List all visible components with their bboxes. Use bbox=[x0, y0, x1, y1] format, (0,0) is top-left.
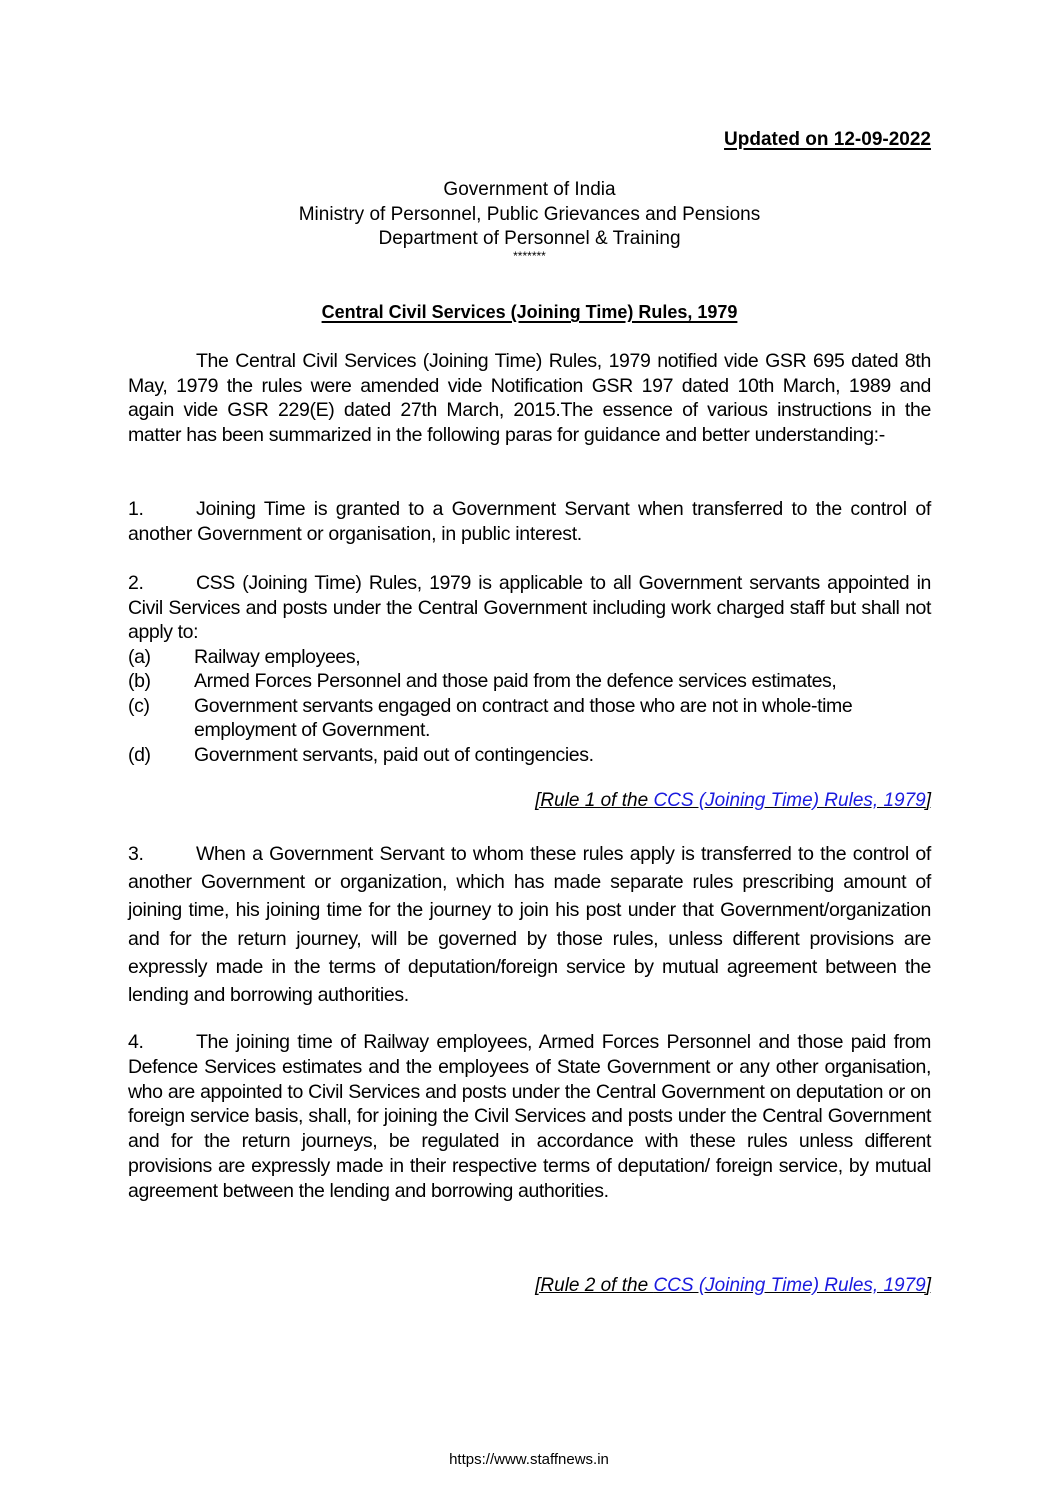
updated-date: Updated on 12-09-2022 bbox=[724, 129, 931, 150]
item-text: Government servants engaged on contract and those who are not in whole-time employment of Government. bbox=[194, 694, 853, 741]
document-title: Central Civil Services (Joining Time) Rules, 1979 bbox=[321, 302, 738, 322]
list-item bbox=[128, 669, 931, 694]
paragraph-number: 4. bbox=[128, 1031, 144, 1053]
intro-paragraph bbox=[128, 349, 931, 447]
item-label: (c) bbox=[128, 694, 150, 717]
intro-text: The Central Civil Services (Joining Time) Rules, 1979 notified vide GSR 695 dated 8th May, 1979 the rules were amended vide Notification GSR 197 dated 10th March, 1989 and again vide GSR 229(E) dated 27th March, 2015.The essence of various instructions in the matter has been summarized in the following paras for guidance and better understanding:- bbox=[128, 350, 931, 446]
rule-reference-1 bbox=[535, 790, 931, 812]
paragraph-text: Joining Time is granted to a Government Servant when transferred to the control of another Government or organisation, in public interest. bbox=[128, 498, 931, 545]
list-item bbox=[128, 743, 931, 768]
paragraph-number: 1. bbox=[128, 498, 144, 520]
list-item bbox=[128, 645, 931, 670]
reference-suffix: ] bbox=[925, 790, 931, 811]
department-line: Department of Personnel & Training bbox=[378, 228, 681, 249]
rules-link[interactable]: CCS (Joining Time) Rules, 1979 bbox=[653, 790, 926, 811]
paragraph-text: The joining time of Railway employees, Armed Forces Personnel and those paid from Defence Services estimates and the employees of State Government or any other organisation, who are appointed to Civil Services and posts under the Central Government on deputation or on foreign service basis, shall, for joining the Civil Services and posts under the Central Government and for the return journeys, be regulated in accordance with these rules unless different provisions are expressly made in their respective terms of deputation/ foreign service, by mutual agreement between the lending and borrowing authorities. bbox=[128, 1031, 931, 1202]
item-text: Armed Forces Personnel and those paid from the defence services estimates, bbox=[194, 670, 837, 692]
rule-reference-2 bbox=[535, 1275, 931, 1297]
footer-url[interactable]: https://www.staffnews.in bbox=[449, 1451, 609, 1468]
paragraph-text: When a Government Servant to whom these rules apply is transferred to the control of another Government or organization, which has made separate rules prescribing amount of joining time, his joining time for the journey to join his post under that Government/organization and for the return journey, will be governed by those rules, unless different provisions are expressly made in the terms of deputation/foreign service by mutual agreement between the lending and borrowing authorities. bbox=[128, 843, 931, 1007]
paragraph-text: CSS (Joining Time) Rules, 1979 is applicable to all Government servants appointed in Civil Services and posts under the Central Government including work charged staff but shall not apply to: bbox=[128, 572, 931, 643]
reference-suffix: ] bbox=[925, 1275, 931, 1296]
paragraph-body bbox=[128, 571, 931, 645]
issuing-authority bbox=[128, 178, 931, 262]
paragraph-4 bbox=[128, 1030, 931, 1204]
reference-prefix: [Rule 1 of the bbox=[535, 790, 654, 811]
government-line: Government of India bbox=[443, 179, 616, 200]
paragraph-3 bbox=[128, 840, 931, 1009]
separator-stars: ******* bbox=[513, 248, 546, 263]
rules-link[interactable]: CCS (Joining Time) Rules, 1979 bbox=[653, 1275, 926, 1296]
paragraph-2 bbox=[128, 571, 931, 767]
item-text: Government servants, paid out of contingencies. bbox=[194, 743, 594, 766]
item-label: (a) bbox=[128, 645, 151, 668]
ministry-line: Ministry of Personnel, Public Grievances and Pensions bbox=[298, 203, 761, 225]
item-text: Railway employees, bbox=[194, 645, 361, 668]
paragraph-1 bbox=[128, 497, 931, 547]
exclusion-list bbox=[128, 645, 931, 768]
item-label: (d) bbox=[128, 743, 151, 766]
reference-prefix: [Rule 2 of the bbox=[535, 1275, 654, 1296]
item-label: (b) bbox=[128, 670, 151, 692]
paragraph-number: 2. bbox=[128, 572, 144, 594]
list-item bbox=[128, 694, 931, 743]
paragraph-number: 3. bbox=[128, 843, 144, 865]
